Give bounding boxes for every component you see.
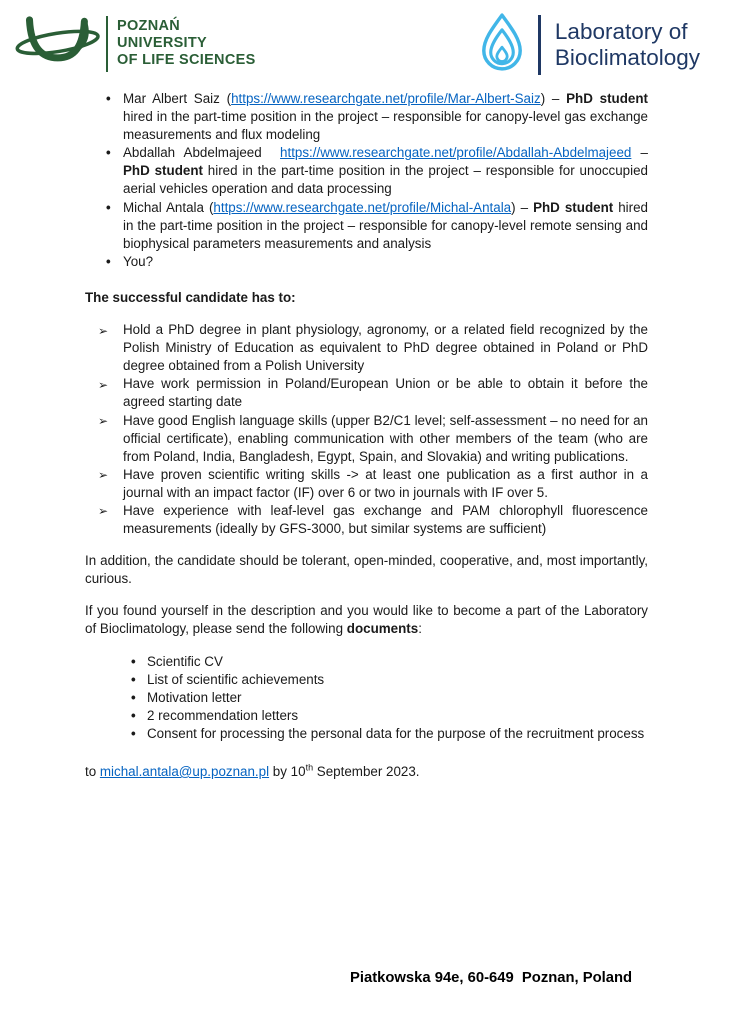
document-item: • Motivation letter <box>147 689 648 707</box>
page-header <box>0 0 730 84</box>
document-body <box>0 84 730 781</box>
documents-list <box>85 653 648 743</box>
requirement-item: ➢ Have experience with leaf-level gas exchange and PAM chlorophyll fluorescence measurements (ideally by GFS-3000, but similar systems are sufficient) <box>123 502 648 538</box>
text-run: If you found yourself in the description and you would like to become a part of the Laboratory of Bioclimatology, please send the following <box>85 603 648 637</box>
team-member-item-you <box>123 253 648 271</box>
laboratory-logo-text <box>555 19 700 71</box>
apply-intro-paragraph <box>85 602 648 638</box>
closing-line <box>85 763 648 781</box>
hyperlink[interactable]: https://www.researchgate.net/profile/Michal-Antala <box>213 199 512 215</box>
hyperlink[interactable]: https://www.researchgate.net/profile/Abdallah-Abdelmajeed <box>280 145 632 161</box>
candidate-section-heading: The successful candidate has to: <box>85 289 296 305</box>
requirement-item: ➢ Have good English language skills (upper B2/C1 level; self-assessment – no need for an official certificate), enabling communication with other members of the team (who are from Poland, India, Bangladesh, Egypt, Spain, and Slovakia) and writing publications. <box>123 412 648 466</box>
document-item: • Scientific CV <box>147 653 648 671</box>
superscript-text: th <box>305 762 314 773</box>
laboratory-logo-divider <box>538 15 541 75</box>
team-member-item <box>123 144 648 198</box>
text-run: by 10 <box>269 764 306 779</box>
university-logo-divider <box>106 16 108 72</box>
text-run: You? <box>123 253 154 269</box>
university-name-line1: POZNAŃ <box>117 18 181 35</box>
bold-text: PhD student <box>566 91 648 106</box>
laboratory-name-line2: Bioclimatology <box>554 44 700 70</box>
team-member-item <box>123 90 648 144</box>
university-logo <box>14 10 256 77</box>
text-run: Michal Antala ( <box>123 199 214 215</box>
addition-paragraph: In addition, the candidate should be tolerant, open-minded, cooperative, and, most importantly, curious. <box>85 553 648 587</box>
flame-icon <box>476 10 528 79</box>
bold-text: PhD student <box>123 163 203 179</box>
laboratory-name-line1: Laboratory of <box>554 18 688 44</box>
text-run: to <box>85 764 100 779</box>
university-bull-icon <box>14 10 102 77</box>
hyperlink[interactable]: https://www.researchgate.net/profile/Mar-Albert-Saiz <box>231 91 541 106</box>
text-run: hired in the part-time position in the project – responsible for canopy-level remote sensing and biophysical parameters measurements and analysis <box>123 199 649 251</box>
document-item: • 2 recommendation letters <box>147 707 648 725</box>
requirements-list <box>85 321 648 538</box>
university-logo-text <box>117 18 256 69</box>
university-name-line2: UNIVERSITY <box>117 35 208 52</box>
team-member-list <box>85 90 648 271</box>
text-run: : <box>418 621 422 637</box>
footer-address: Piatkowska 94e, 60-649 Poznan, Poland <box>350 970 633 986</box>
university-name-line3: OF LIFE SCIENCES <box>117 52 256 69</box>
team-member-item <box>123 199 648 253</box>
text-run: hired in the part-time position in the project – responsible for canopy-level gas exchange measurements and flux modeling <box>123 109 648 143</box>
requirement-item: ➢ Have proven scientific writing skills -> at least one publication as a first author in a journal with an impact factor (IF) over 6 or two in journals with IF over 5. <box>123 466 648 502</box>
requirement-item: ➢ Have work permission in Poland/European Union or be able to obtain it before the agreed starting date <box>123 375 648 411</box>
text-run: September 2023. <box>313 764 420 779</box>
requirement-item: ➢ Hold a PhD degree in plant physiology, agronomy, or a related field recognized by the Polish Ministry of Education as equivalent to PhD degree obtained in Poland or PhD degree obtained from a Polish University <box>123 321 648 375</box>
text-run: ) – <box>511 199 534 215</box>
text-run: Abdallah Abdelmajeed <box>123 145 281 161</box>
document-item: • List of scientific achievements <box>147 671 648 689</box>
bold-text: documents <box>346 621 419 637</box>
text-run: ) – <box>540 91 567 106</box>
laboratory-logo <box>476 10 700 79</box>
document-item: • Consent for processing the personal data for the purpose of the recruitment process <box>147 725 648 743</box>
text-run: – <box>631 145 648 161</box>
hyperlink[interactable]: michal.antala@up.poznan.pl <box>99 764 270 779</box>
text-run: hired in the part-time position in the project – responsible for unoccupied aerial vehicles operation and data processing <box>123 163 648 197</box>
bold-text: PhD student <box>533 199 614 215</box>
text-run: Mar Albert Saiz ( <box>123 91 232 106</box>
